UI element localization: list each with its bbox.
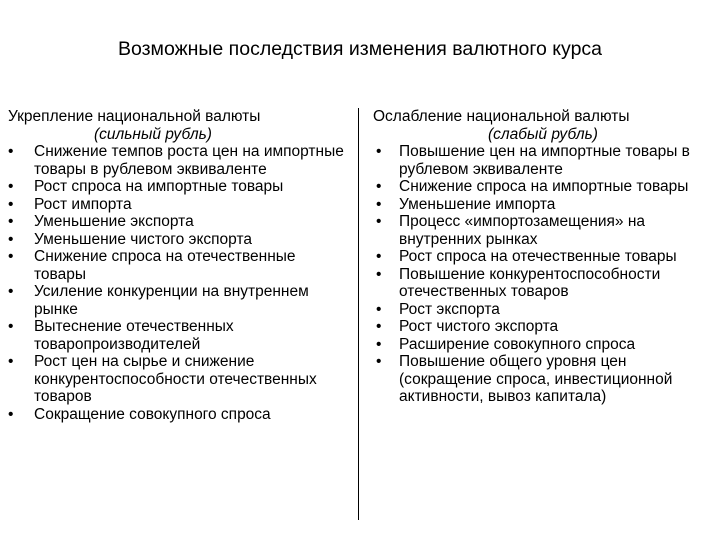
- right-column: [373, 108, 715, 406]
- list-item: • Рост цен на сырье и снижение конкурентоспособности отечественных товаров: [8, 353, 348, 406]
- list-item: • Рост импорта: [8, 196, 348, 214]
- column-divider: [358, 108, 359, 520]
- list-item: • Уменьшение чистого экспорта: [8, 231, 348, 249]
- left-list: [8, 143, 348, 423]
- list-item: • Расширение совокупного спроса: [373, 336, 715, 354]
- right-list: [373, 143, 715, 406]
- list-item: • Снижение спроса на импортные товары: [373, 178, 715, 196]
- right-subheading: (слабый рубль): [488, 125, 598, 143]
- list-item: • Повышение конкурентоспособности отечественных товаров: [373, 266, 715, 301]
- list-item: • Уменьшение импорта: [373, 196, 715, 214]
- left-heading: Укрепление национальной валюты: [8, 108, 261, 125]
- list-item: • Вытеснение отечественных товаропроизводителей: [8, 318, 348, 353]
- list-item: • Процесс «импортозамещения» на внутренних рынках: [373, 213, 715, 248]
- list-item: • Усиление конкуренции на внутреннем рынке: [8, 283, 348, 318]
- list-item: • Сокращение совокупного спроса: [8, 406, 348, 424]
- page-title: Возможные последствия изменения валютного курса: [117, 38, 603, 60]
- list-item: • Рост чистого экспорта: [373, 318, 715, 336]
- list-item: • Рост спроса на импортные товары: [8, 178, 348, 196]
- list-item: • Уменьшение экспорта: [8, 213, 348, 231]
- list-item: • Повышение цен на импортные товары в рублевом эквиваленте: [373, 143, 715, 178]
- right-heading: Ослабление национальной валюты: [373, 108, 630, 125]
- list-item: • Рост экспорта: [373, 301, 715, 319]
- list-item: • Повышение общего уровня цен (сокращение спроса, инвестиционной активности, вывоз капитала): [373, 353, 715, 406]
- left-subheading: (сильный рубль): [94, 125, 212, 143]
- list-item: • Снижение темпов роста цен на импортные товары в рублевом эквиваленте: [8, 143, 348, 178]
- left-column: [8, 108, 348, 423]
- list-item: • Рост спроса на отечественные товары: [373, 248, 715, 266]
- list-item: • Снижение спроса на отечественные товары: [8, 248, 348, 283]
